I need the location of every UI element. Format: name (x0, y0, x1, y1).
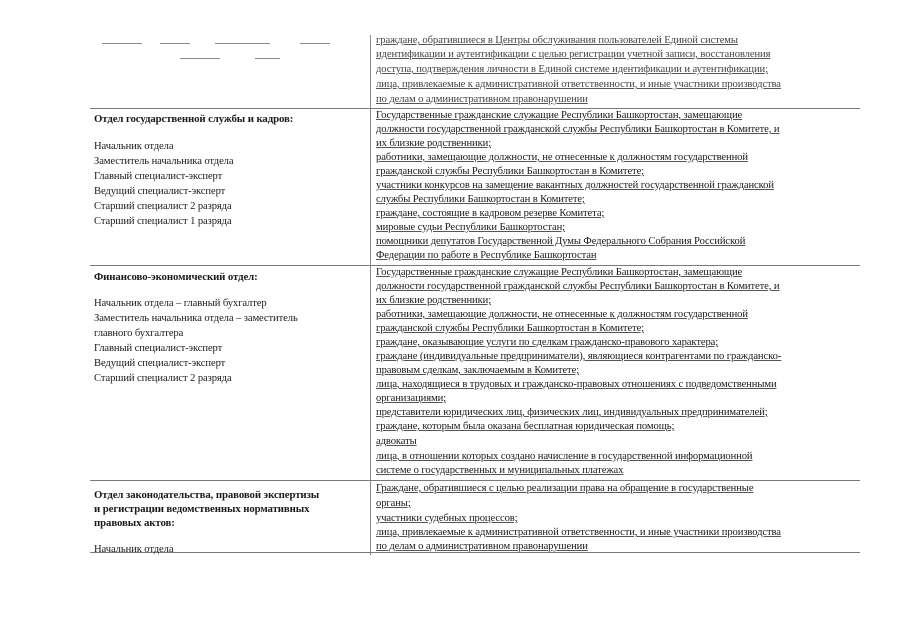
position-item: Начальник отдела (94, 141, 174, 152)
category-line: их близкие родственники; (376, 138, 492, 149)
position-item: Старший специалист 2 разряда (94, 373, 232, 384)
scan-artifact (180, 58, 220, 59)
category-line: системе о государственных и муниципальных платежах (376, 465, 624, 476)
category-line: Государственные гражданские служащие Республики Башкортостан, замещающие (376, 267, 743, 278)
scan-artifact (300, 43, 330, 44)
category-line: Федерации по работе в Республике Башкортостан (376, 250, 597, 261)
category-line: граждане (индивидуальные предприниматели), являющиеся контрагентами по гражданско- (376, 351, 782, 362)
category-line: участники судебных процессов; (376, 513, 518, 524)
column-divider (370, 35, 371, 555)
category-line: службы Республики Башкортостан в Комитете; (376, 194, 585, 205)
category-line: лица, привлекаемые к административной ответственности, и иные участники производства (376, 527, 781, 538)
position-item: Заместитель начальника отдела (94, 156, 234, 167)
position-item: Главный специалист-эксперт (94, 171, 223, 182)
category-line: лица, в отношении которых создано начисление в государственной информационной (376, 451, 753, 462)
position-item: Ведущий специалист-эксперт (94, 358, 226, 369)
position-item: Ведущий специалист-эксперт (94, 186, 226, 197)
position-item: Заместитель начальника отдела – заместитель (94, 313, 298, 324)
category-line: правовым сделкам, заключаемым в Комитете; (376, 365, 580, 376)
position-item: Начальник отдела (94, 544, 174, 555)
scan-artifact (255, 58, 280, 59)
position-item: Старший специалист 1 разряда (94, 216, 232, 227)
department-heading: Финансово-экономический отдел: (94, 271, 258, 283)
category-line: лица, привлекаемые к административной ответственности, и иные участники производства (376, 79, 781, 90)
category-line: должности государственной гражданской службы Республики Башкортостан в Комитете, и (376, 124, 780, 135)
position-item: Главный специалист-эксперт (94, 343, 223, 354)
department-heading: Отдел государственной службы и кадров: (94, 113, 294, 125)
category-line: граждане, обратившиеся в Центры обслуживания пользователей Единой системы (376, 35, 738, 46)
category-line: по делам о административном правонарушении (376, 94, 588, 105)
category-line: лица, находящиеся в трудовых и гражданско-правовых отношениях с подведомственными (376, 379, 777, 390)
department-heading: и регистрации ведомственных нормативных (94, 503, 310, 515)
category-line: помощники депутатов Государственной Думы Федерального Собрания Российской (376, 236, 746, 247)
department-heading: Отдел законодательства, правовой экспертизы (94, 489, 320, 501)
category-line: Государственные гражданские служащие Республики Башкортостан, замещающие (376, 110, 743, 121)
category-line: работники, замещающие должности, не отнесенные к должностям государственной (376, 152, 748, 163)
row-divider (90, 108, 860, 109)
category-line: работники, замещающие должности, не отнесенные к должностям государственной (376, 309, 748, 320)
department-heading: правовых актов: (94, 517, 175, 529)
row-divider (90, 265, 860, 266)
category-line: органы; (376, 498, 411, 509)
category-line: адвокаты (376, 436, 417, 447)
category-line: идентификации и аутентификации с целью регистрации учетной записи, восстановления (376, 49, 771, 60)
row-divider (90, 480, 860, 481)
category-line: граждане, оказывающие услуги по сделкам гражданско-правового характера; (376, 337, 719, 348)
category-line: их близкие родственники; (376, 295, 492, 306)
position-item: Старший специалист 2 разряда (94, 201, 232, 212)
category-line: Граждане, обратившиеся с целью реализации права на обращение в государственные (376, 483, 754, 494)
position-item: главного бухгалтера (94, 328, 184, 339)
category-line: мировые судьи Республики Башкортостан; (376, 222, 565, 233)
category-line: граждане, состоящие в кадровом резерве Комитета; (376, 208, 605, 219)
position-item: Начальник отдела – главный бухгалтер (94, 298, 267, 309)
category-line: по делам о административном правонарушении (376, 541, 588, 552)
scan-artifact (215, 43, 270, 44)
category-line: участники конкурсов на замещение вакантных должностей государственной гражданской (376, 180, 774, 191)
scan-artifact (102, 43, 142, 44)
category-line: доступа, подтверждения личности в Единой системе идентификации и аутентификации; (376, 64, 768, 75)
category-line: гражданской службы Республики Башкортостан в Комитете; (376, 166, 645, 177)
category-line: представители юридических лиц, физических лиц, индивидуальных предпринимателей; (376, 407, 768, 418)
category-line: организациями; (376, 393, 446, 404)
category-line: гражданской службы Республики Башкортостан в Комитете; (376, 323, 645, 334)
scan-artifact (160, 43, 190, 44)
category-line: граждане, которым была оказана бесплатная юридическая помощь; (376, 421, 675, 432)
category-line: должности государственной гражданской службы Республики Башкортостан в Комитете, и (376, 281, 780, 292)
